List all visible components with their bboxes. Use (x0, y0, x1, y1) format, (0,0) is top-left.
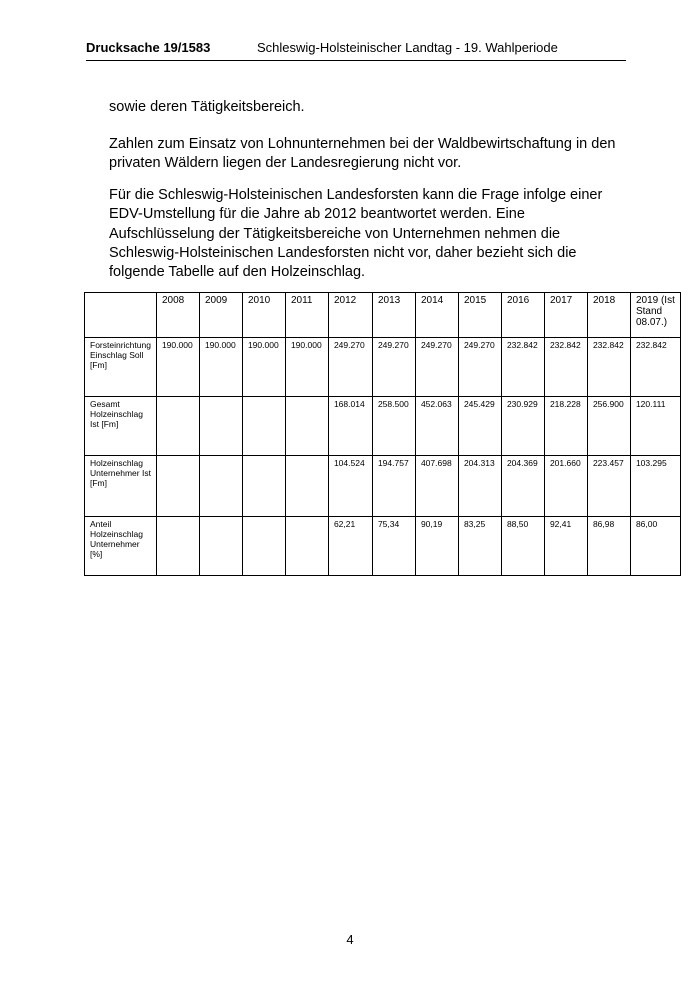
row-label: Gesamt Holzeinschlag Ist [Fm] (85, 397, 157, 456)
table-cell: 204.313 (458, 456, 501, 517)
table-cell: 249.270 (328, 338, 372, 397)
table-cell: 407.698 (415, 456, 458, 517)
table-cell: 120.111 (630, 397, 680, 456)
table-cell: 190.000 (285, 338, 328, 397)
year-header: 2013 (372, 293, 415, 338)
table-cell: 75,34 (372, 517, 415, 576)
table-cell: 62,21 (328, 517, 372, 576)
table-cell (242, 517, 285, 576)
table-cell: 88,50 (501, 517, 544, 576)
table-cell (199, 517, 242, 576)
table-cell: 104.524 (328, 456, 372, 517)
table-row (85, 456, 681, 517)
table-cell: 218.228 (544, 397, 587, 456)
year-header: 2008 (156, 293, 199, 338)
table-header-row (85, 293, 681, 338)
table-cell: 223.457 (587, 456, 630, 517)
table-cell: 92,41 (544, 517, 587, 576)
year-header: 2014 (415, 293, 458, 338)
table-cell (199, 397, 242, 456)
page-header (86, 40, 626, 61)
row-label: Forsteinrichtung Einschlag Soll [Fm] (85, 338, 157, 397)
table-cell: 232.842 (544, 338, 587, 397)
year-header: 2011 (285, 293, 328, 338)
table-row (85, 397, 681, 456)
row-label: Holzeinschlag Unternehmer Ist [Fm] (85, 456, 157, 517)
table-cell (156, 517, 199, 576)
table-cell: 86,98 (587, 517, 630, 576)
table-row (85, 517, 681, 576)
table-cell: 249.270 (458, 338, 501, 397)
table-cell (285, 456, 328, 517)
table-cell: 232.842 (501, 338, 544, 397)
table-cell: 190.000 (199, 338, 242, 397)
table-cell: 190.000 (242, 338, 285, 397)
table-cell: 103.295 (630, 456, 680, 517)
table-cell: 230.929 (501, 397, 544, 456)
table-cell (199, 456, 242, 517)
table-cell (156, 456, 199, 517)
table-row (85, 338, 681, 397)
table-cell: 232.842 (587, 338, 630, 397)
table-cell: 452.063 (415, 397, 458, 456)
year-header: 2017 (544, 293, 587, 338)
year-header: 2019 (Ist Stand 08.07.) (630, 293, 680, 338)
year-header: 2016 (501, 293, 544, 338)
table-cell: 86,00 (630, 517, 680, 576)
table-cell: 204.369 (501, 456, 544, 517)
table-cell: 249.270 (372, 338, 415, 397)
header-title: Schleswig-Holsteinischer Landtag - 19. Wahlperiode (257, 40, 558, 55)
table-cell: 83,25 (458, 517, 501, 576)
year-header: 2015 (458, 293, 501, 338)
table-cell (156, 397, 199, 456)
paragraph-state-forests: Für die Schleswig-Holsteinischen Landesforsten kann die Frage infolge einer EDV-Umstellung für die Jahre ab 2012 beantwortet werden. Eine Aufschlüsselung der Tätigkeitsbereiche von Unternehmen nehmen die Schleswig-Holsteinischen Landesforsten nicht vor, daher bezieht sich die folgende Tabelle auf den Holzeinschlag. (109, 187, 603, 281)
table-cell (285, 517, 328, 576)
table-cell: 168.014 (328, 397, 372, 456)
paragraph-private-forests: Zahlen zum Einsatz von Lohnunternehmen bei der Waldbewirtschaftung in den privaten Wäldern liegen der Landesregierung nicht vor. (109, 136, 616, 172)
page-number: 4 (346, 932, 354, 947)
table-corner-cell (85, 293, 157, 338)
table-cell: 194.757 (372, 456, 415, 517)
year-header: 2009 (199, 293, 242, 338)
table-cell: 256.900 (587, 397, 630, 456)
row-label: Anteil Holzeinschlag Unternehmer [%] (85, 517, 157, 576)
table-cell: 201.660 (544, 456, 587, 517)
table-cell: 258.500 (372, 397, 415, 456)
paragraph-activity-area: sowie deren Tätigkeitsbereich. (109, 99, 305, 115)
year-header: 2018 (587, 293, 630, 338)
table-cell: 245.429 (458, 397, 501, 456)
table-cell (242, 456, 285, 517)
table-cell: 90,19 (415, 517, 458, 576)
year-header: 2010 (242, 293, 285, 338)
year-header: 2012 (328, 293, 372, 338)
table-cell: 190.000 (156, 338, 199, 397)
table-cell: 232.842 (630, 338, 680, 397)
table-cell (242, 397, 285, 456)
document-number: Drucksache 19/1583 (86, 40, 211, 55)
timber-harvest-table (84, 292, 681, 576)
table-cell: 249.270 (415, 338, 458, 397)
table-cell (285, 397, 328, 456)
